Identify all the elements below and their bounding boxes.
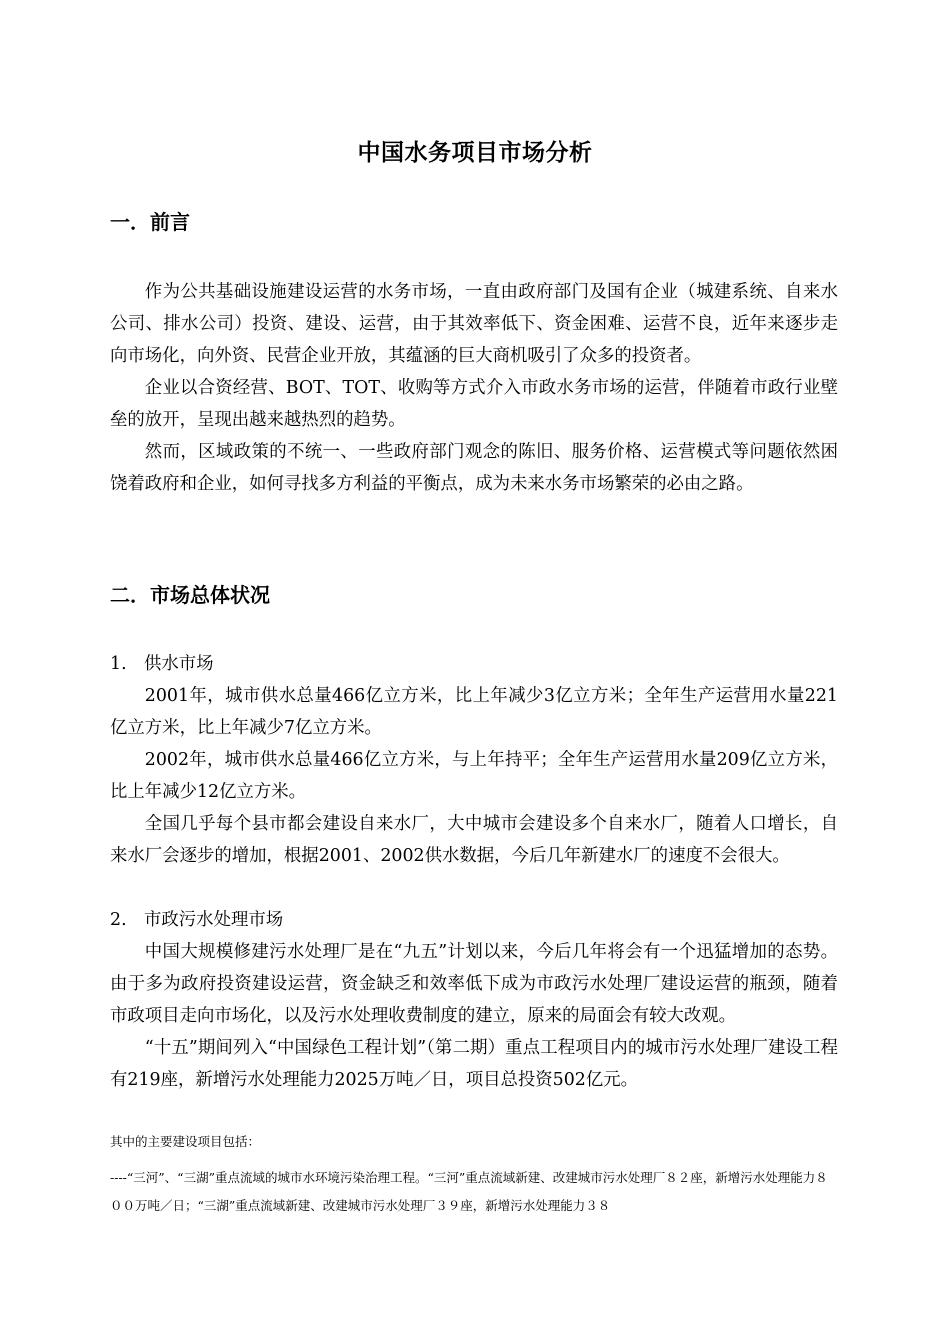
water-supply-body xyxy=(110,680,838,872)
sewage-paragraph: “十五”期间列入“中国绿色工程计划”（第二期）重点工程项目内的城市污水处理厂建设工程有219座，新增污水处理能力2025万吨／日，项目总投资502亿元。 xyxy=(110,1038,838,1090)
preface-paragraph: 然而，区域政策的不统一、一些政府部门观念的陈旧、服务价格、运营模式等问题依然困饶着政府和企业，如何寻找多方利益的平衡点，成为未来水务市场繁荣的必由之路。 xyxy=(110,442,838,494)
document-title: 中国水务项目市场分析 xyxy=(357,140,593,166)
subsection-water-supply xyxy=(110,648,214,680)
subsection-sewage-treatment xyxy=(110,904,283,936)
section-heading-market: 二．市场总体状况 xyxy=(110,583,270,607)
subsection-number: 1. xyxy=(110,654,127,674)
note-detail: ----“三河”、“三湖”重点流域的城市水环境污染治理工程。“三河”重点流域新建、改建城市污水处理厂８２座，新增污水处理能力８００万吨／日；“三湖”重点流域新建、改建城市污水处理厂３９座，新增污水处理能力３８ xyxy=(110,1170,828,1213)
water-supply-paragraph: 2001年，城市供水总量466亿立方米，比上年减少3亿立方米；全年生产运营用水量221亿立方米，比上年减少7亿立方米。 xyxy=(110,686,838,738)
section-heading-preface: 一．前言 xyxy=(110,210,190,234)
water-supply-paragraph: 全国几乎每个县市都会建设自来水厂，大中城市会建设多个自来水厂，随着人口增长，自来水厂会逐步的增加，根据2001、2002供水数据，今后几年新建水厂的速度不会很大。 xyxy=(110,814,838,866)
sewage-paragraph: 中国大规模修建污水处理厂是在“九五”计划以来，今后几年将会有一个迅猛增加的态势。由于多为政府投资建设运营，资金缺乏和效率低下成为市政污水处理厂建设运营的瓶颈，随着市政项目走向市场化，以及污水处理收费制度的建立，原来的局面会有较大改观。 xyxy=(110,942,838,1026)
sewage-treatment-body xyxy=(110,936,838,1096)
water-supply-paragraph: 2002年，城市供水总量466亿立方米，与上年持平；全年生产运营用水量209亿立方米，比上年减少12亿立方米。 xyxy=(110,750,838,802)
preface-paragraph: 作为公共基础设施建设运营的水务市场，一直由政府部门及国有企业（城建系统、自来水公司、排水公司）投资、建设、运营，由于其效率低下、资金困难、运营不良，近年来逐步走向市场化，向外资、民营企业开放，其蕴涵的巨大商机吸引了众多的投资者。 xyxy=(110,282,838,366)
preface-paragraph: 企业以合资经营、BOT、TOT、收购等方式介入市政水务市场的运营，伴随着市政行业壁垒的放开，呈现出越来越热烈的趋势。 xyxy=(110,378,838,430)
subsection-label: 市政污水处理市场 xyxy=(144,910,284,930)
subsection-label: 供水市场 xyxy=(144,654,214,674)
note-intro: 其中的主要建设项目包括： xyxy=(110,1134,261,1149)
subsection-number: 2. xyxy=(110,910,127,930)
preface-body xyxy=(110,276,838,500)
